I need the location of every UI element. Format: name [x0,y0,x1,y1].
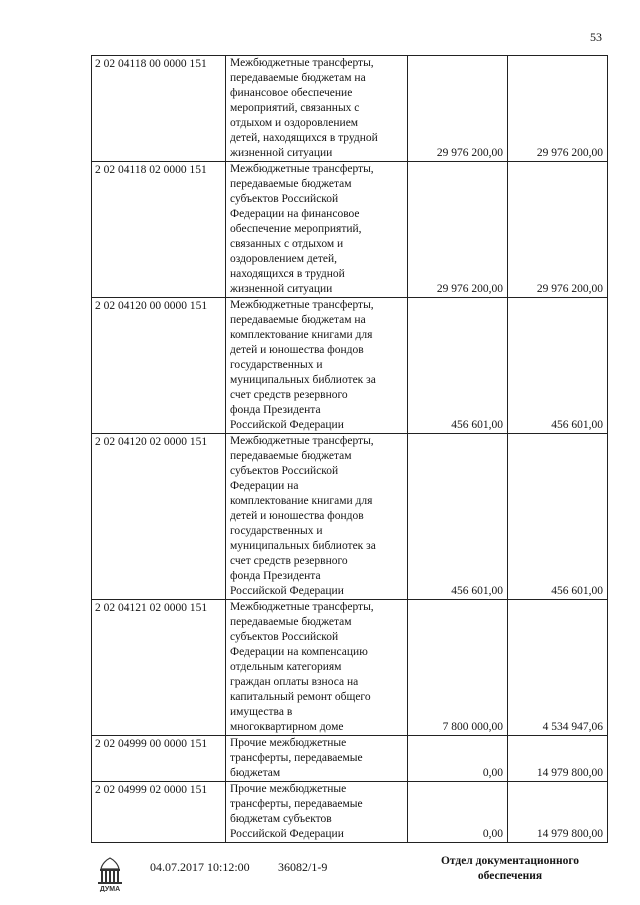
item-name-line: Межбюджетные трансферты, [230,57,374,69]
item-name-line: капитальный ремонт общего [230,691,371,703]
item-name-line: субъектов Российской [230,193,339,205]
item-name-line: муниципальных библиотек за [230,374,376,386]
footer [0,850,640,900]
item-name-line: жизненной ситуации [230,147,333,159]
item-name-line: фонда Президента [230,570,321,582]
item-name-line: государственных и [230,359,323,371]
item-name-line: бюджетам [230,767,281,779]
item-name-line: передаваемые бюджетам на [230,314,366,326]
item-name-line: передаваемые бюджетам [230,450,352,462]
table-row [92,298,608,434]
item-name-line: счет средств резервного [230,389,348,401]
department-line-1: Отдел документационного [440,855,580,867]
item-name-line: Федерации на финансовое [230,208,360,220]
planned-amount: 29 976 200,00 [408,162,508,298]
executed-amount: 14 979 800,00 [508,782,608,843]
budget-code: 2 02 04121 02 0000 151 [92,600,226,736]
item-name-line: жизненной ситуации [230,283,333,295]
item-name-line: Прочие межбюджетные [230,737,347,749]
planned-amount: 29 976 200,00 [408,56,508,162]
department-stamp [430,854,590,884]
item-name-line: Российской Федерации [230,419,344,431]
item-name-line: связанных с отдыхом и [230,238,344,250]
item-name-line: трансферты, передаваемые [230,752,363,764]
department-line-2: обеспечения [477,870,543,882]
item-name [226,162,408,298]
budget-code: 2 02 04118 00 0000 151 [92,56,226,162]
item-name-line: Межбюджетные трансферты, [230,435,374,447]
item-name-line: трансферты, передаваемые [230,798,363,810]
table-row [92,56,608,162]
budget-code: 2 02 04118 02 0000 151 [92,162,226,298]
item-name-line: многоквартирном доме [230,721,344,733]
item-name-line: имущества в [230,706,293,718]
item-name [226,782,408,843]
item-name-line: субъектов Российской [230,631,339,643]
executed-amount: 4 534 947,06 [508,600,608,736]
item-name-line: отдыхом и оздоровлением [230,117,359,129]
emblem-text: ДУМА [99,886,121,892]
planned-amount: 7 800 000,00 [408,600,508,736]
budget-code: 2 02 04999 02 0000 151 [92,782,226,843]
table-row [92,162,608,298]
item-name-line: комплектование книгами для [230,495,373,507]
budget-code: 2 02 04999 00 0000 151 [92,736,226,782]
item-name-line: счет средств резервного [230,555,348,567]
item-name-line: бюджетам субъектов [230,813,332,825]
planned-amount: 0,00 [408,782,508,843]
executed-amount: 456 601,00 [508,434,608,600]
item-name-line: передаваемые бюджетам [230,178,352,190]
budget-table-body [92,56,608,843]
page-number: 53 [590,30,602,44]
item-name-line: Межбюджетные трансферты, [230,601,374,613]
duma-emblem-icon [92,856,128,892]
item-name-line: комплектование книгами для [230,329,373,341]
item-name [226,434,408,600]
item-name-line: детей и юношества фондов [230,510,364,522]
budget-code: 2 02 04120 02 0000 151 [92,434,226,600]
item-name-line: Межбюджетные трансферты, [230,299,374,311]
table-row [92,782,608,843]
item-name [226,298,408,434]
item-name-line: финансовое обеспечение [230,87,353,99]
item-name-line: государственных и [230,525,323,537]
item-name-line: Федерации на компенсацию [230,646,368,658]
item-name-line: находящихся в трудной [230,268,345,280]
print-date: 04.07.2017 10:12:00 [150,860,250,874]
executed-amount: 14 979 800,00 [508,736,608,782]
item-name-line: детей, находящихся в трудной [230,132,378,144]
executed-amount: 29 976 200,00 [508,56,608,162]
item-name-line: Прочие межбюджетные [230,783,347,795]
document-number: 36082/1-9 [278,860,328,874]
item-name-line: Российской Федерации [230,828,344,840]
planned-amount: 456 601,00 [408,298,508,434]
item-name [226,736,408,782]
item-name-line: обеспечение мероприятий, [230,223,362,235]
item-name-line: отдельным категориям [230,661,342,673]
item-name-line: Федерации на [230,480,299,492]
table-row [92,434,608,600]
item-name-line: передаваемые бюджетам [230,616,352,628]
executed-amount: 29 976 200,00 [508,162,608,298]
item-name-line: муниципальных библиотек за [230,540,376,552]
planned-amount: 0,00 [408,736,508,782]
budget-table [91,55,608,843]
item-name-line: передаваемые бюджетам на [230,72,366,84]
item-name [226,56,408,162]
item-name-line: субъектов Российской [230,465,339,477]
item-name [226,600,408,736]
item-name-line: Российской Федерации [230,585,344,597]
budget-code: 2 02 04120 00 0000 151 [92,298,226,434]
planned-amount: 456 601,00 [408,434,508,600]
table-row [92,600,608,736]
item-name-line: фонда Президента [230,404,321,416]
table-row [92,736,608,782]
item-name-line: Межбюджетные трансферты, [230,163,374,175]
item-name-line: граждан оплаты взноса на [230,676,359,688]
item-name-line: мероприятий, связанных с [230,102,360,114]
item-name-line: оздоровлением детей, [230,253,337,265]
executed-amount: 456 601,00 [508,298,608,434]
item-name-line: детей и юношества фондов [230,344,364,356]
